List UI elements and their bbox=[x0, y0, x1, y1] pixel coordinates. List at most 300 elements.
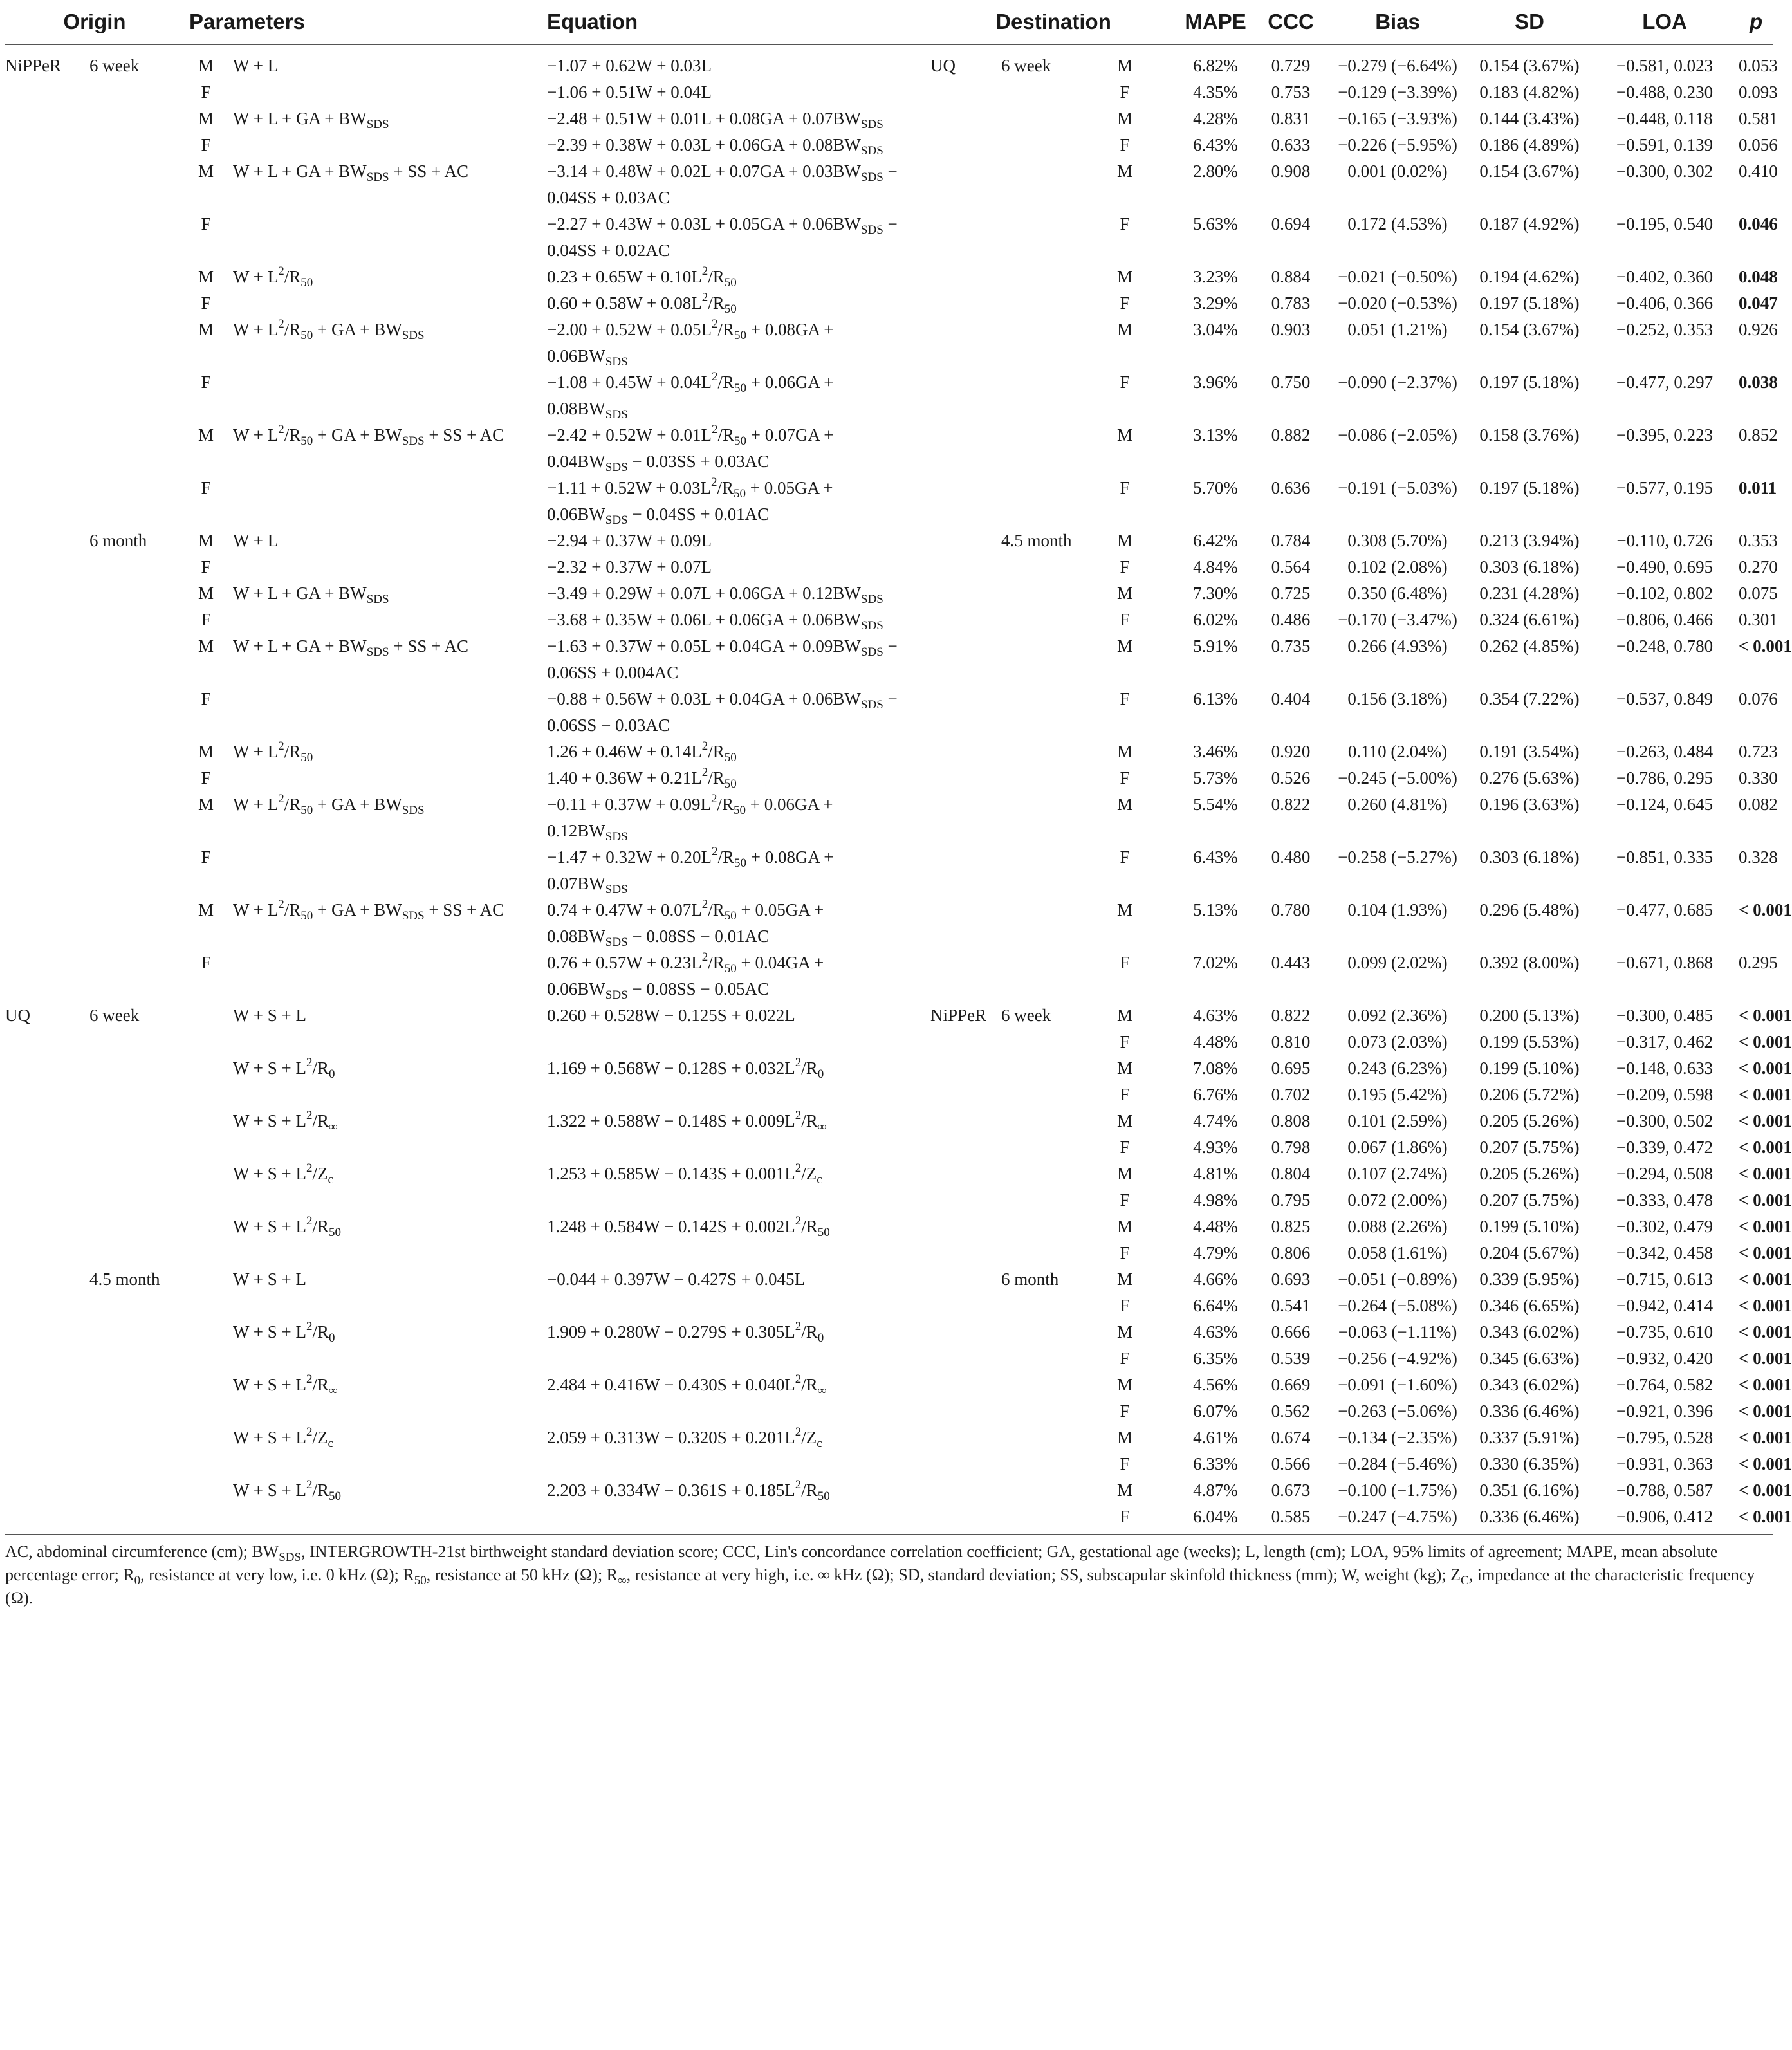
origin-age-cell bbox=[89, 607, 184, 633]
equation-cell bbox=[547, 1240, 930, 1266]
equation-cell: −0.044 + 0.397W − 0.427S + 0.045L bbox=[547, 1270, 805, 1289]
parameters-cell: $W + S + L^2/R_\infty$ bbox=[233, 1372, 338, 1398]
origin-age-cell: 6 week bbox=[89, 56, 140, 75]
origin-age-cell bbox=[89, 211, 184, 264]
loa-cell: −0.402, 0.360 bbox=[1616, 267, 1713, 286]
origin-cell bbox=[5, 1477, 89, 1504]
equation-cell: $-0.11 + 0.37W + 0.09L^2/R_{50} + 0.06GA + 0.12BW_{SDS}$ bbox=[547, 792, 833, 844]
parameters-cell: $W + S + L^2/R_{50}$ bbox=[233, 1478, 341, 1503]
bias-cell: 0.088 (2.26%) bbox=[1347, 1217, 1448, 1236]
parameters-cell: $W + L^2/R_{50}$ bbox=[233, 739, 313, 764]
table-row bbox=[5, 132, 1773, 158]
equation-cell: $-2.00 + 0.52W + 0.05L^2/R_{50} + 0.08GA + 0.06BW_{SDS}$ bbox=[547, 317, 834, 369]
bias-cell: 0.099 (2.02%) bbox=[1347, 953, 1448, 972]
destination-sex-cell: F bbox=[1120, 1349, 1130, 1368]
destination-age-cell bbox=[1001, 132, 1073, 158]
bias-cell: 0.073 (2.03%) bbox=[1347, 1032, 1448, 1051]
parameters-cell: $W + S + L^2/Z_c$ bbox=[233, 1161, 333, 1187]
sd-cell: 0.339 (5.95%) bbox=[1479, 1270, 1580, 1289]
origin-cell bbox=[5, 1372, 89, 1398]
table-row bbox=[5, 950, 1773, 1002]
p-value-cell: < 0.001 bbox=[1739, 1481, 1792, 1500]
destination-cell bbox=[930, 369, 1001, 422]
equation-header: Equation bbox=[547, 10, 638, 33]
origin-sex-cell bbox=[184, 1425, 228, 1451]
ccc-cell: 0.674 bbox=[1271, 1428, 1311, 1447]
loa-cell: −0.102, 0.802 bbox=[1616, 584, 1713, 603]
parameters-cell bbox=[228, 1134, 547, 1161]
origin-cell bbox=[5, 897, 89, 950]
origin-sex-cell: F bbox=[201, 82, 211, 102]
destination-age-cell bbox=[1001, 1451, 1073, 1477]
destination-age-cell bbox=[1001, 1082, 1073, 1108]
ccc-header: CCC bbox=[1268, 10, 1314, 33]
p-value-cell: < 0.001 bbox=[1739, 1349, 1792, 1368]
table-row bbox=[5, 844, 1773, 897]
loa-cell: −0.577, 0.195 bbox=[1616, 478, 1713, 497]
table-row bbox=[5, 158, 1773, 211]
p-value-cell: 0.038 bbox=[1739, 373, 1778, 392]
origin-age-cell bbox=[89, 1082, 184, 1108]
table-row bbox=[5, 211, 1773, 264]
origin-age-cell bbox=[89, 158, 184, 211]
destination-cell: UQ bbox=[930, 56, 956, 75]
p-value-cell: 0.581 bbox=[1739, 109, 1778, 128]
origin-sex-cell bbox=[184, 1161, 228, 1187]
mape-cell: 4.48% bbox=[1193, 1217, 1238, 1236]
mape-cell: 5.63% bbox=[1193, 214, 1238, 234]
equation-cell: $-3.14 + 0.48W + 0.02L + 0.07GA + 0.03BW_{SDS} - 0.04SS + 0.03AC$ bbox=[547, 162, 898, 207]
bias-cell: 0.266 (4.93%) bbox=[1347, 636, 1448, 656]
bias-cell: −0.129 (−3.39%) bbox=[1338, 82, 1457, 102]
destination-sex-cell: M bbox=[1117, 1322, 1133, 1342]
origin-age-cell: 6 week bbox=[89, 1006, 140, 1025]
origin-sex-cell bbox=[184, 1319, 228, 1345]
equation-cell bbox=[547, 1345, 930, 1372]
ccc-cell: 0.735 bbox=[1271, 636, 1311, 656]
origin-cell bbox=[5, 317, 89, 369]
table-row bbox=[5, 1055, 1773, 1082]
equation-cell: $-1.47 + 0.32W + 0.20L^2/R_{50} + 0.08GA + 0.07BW_{SDS}$ bbox=[547, 845, 834, 896]
mape-cell: 7.02% bbox=[1193, 953, 1238, 972]
origin-age-cell bbox=[89, 844, 184, 897]
table-row bbox=[5, 317, 1773, 369]
origin-cell bbox=[5, 765, 89, 791]
ccc-cell: 0.702 bbox=[1271, 1085, 1311, 1104]
mape-cell: 4.74% bbox=[1193, 1111, 1238, 1131]
bias-cell: 0.243 (6.23%) bbox=[1347, 1058, 1448, 1078]
sd-cell: 0.346 (6.65%) bbox=[1479, 1296, 1580, 1315]
loa-cell: −0.932, 0.420 bbox=[1616, 1349, 1713, 1368]
destination-age-cell: 4.5 month bbox=[1001, 531, 1072, 550]
sd-cell: 0.204 (5.67%) bbox=[1479, 1243, 1580, 1262]
p-value-cell: 0.723 bbox=[1739, 742, 1778, 761]
ccc-cell: 0.806 bbox=[1271, 1243, 1311, 1262]
origin-sex-cell bbox=[184, 1451, 228, 1477]
p-value-cell: 0.047 bbox=[1739, 293, 1778, 313]
mape-cell: 4.48% bbox=[1193, 1032, 1238, 1051]
sd-cell: 0.205 (5.26%) bbox=[1479, 1111, 1580, 1131]
mape-cell: 4.98% bbox=[1193, 1190, 1238, 1210]
sd-cell: 0.197 (5.18%) bbox=[1479, 478, 1580, 497]
bias-cell: −0.165 (−3.93%) bbox=[1338, 109, 1457, 128]
bias-cell: −0.247 (−4.75%) bbox=[1338, 1507, 1457, 1526]
destination-sex-cell: M bbox=[1117, 425, 1133, 445]
sd-header: SD bbox=[1515, 10, 1544, 33]
origin-sex-cell: F bbox=[201, 478, 211, 497]
destination-sex-cell: M bbox=[1117, 109, 1133, 128]
equation-cell: −1.07 + 0.62W + 0.03L bbox=[547, 56, 712, 75]
loa-cell: −0.263, 0.484 bbox=[1616, 742, 1713, 761]
equation-cell: $-1.08 + 0.45W + 0.04L^2/R_{50} + 0.06GA + 0.08BW_{SDS}$ bbox=[547, 370, 834, 421]
origin-age-cell bbox=[89, 1214, 184, 1240]
sd-cell: 0.158 (3.76%) bbox=[1479, 425, 1580, 445]
mape-cell: 4.81% bbox=[1193, 1164, 1238, 1183]
loa-cell: −0.148, 0.633 bbox=[1616, 1058, 1713, 1078]
p-value-cell: 0.270 bbox=[1739, 557, 1778, 577]
mape-cell: 4.56% bbox=[1193, 1375, 1238, 1394]
destination-age-cell bbox=[1001, 475, 1073, 528]
bias-cell: 0.101 (2.59%) bbox=[1347, 1111, 1448, 1131]
origin-sex-cell bbox=[184, 1345, 228, 1372]
destination-cell bbox=[930, 580, 1001, 607]
p-value-cell: 0.295 bbox=[1739, 953, 1778, 972]
equation-cell bbox=[547, 1398, 930, 1425]
mape-cell: 6.13% bbox=[1193, 689, 1238, 708]
equation-cell: $-0.88 + 0.56W + 0.03L + 0.04GA + 0.06BW_{SDS} - 0.06SS - 0.03AC$ bbox=[547, 689, 898, 735]
origin-age-cell bbox=[89, 1134, 184, 1161]
destination-age-cell bbox=[1001, 686, 1073, 739]
parameters-cell bbox=[228, 79, 547, 106]
origin-age-cell bbox=[89, 950, 184, 1002]
loa-cell: −0.786, 0.295 bbox=[1616, 768, 1713, 788]
equation-cell: $2.203 + 0.334W - 0.361S + 0.185L^2/R_{50}$ bbox=[547, 1478, 830, 1503]
origin-cell bbox=[5, 1161, 89, 1187]
bias-cell: 0.001 (0.02%) bbox=[1347, 162, 1448, 181]
origin-cell bbox=[5, 475, 89, 528]
ccc-cell: 0.725 bbox=[1271, 584, 1311, 603]
sd-cell: 0.144 (3.43%) bbox=[1479, 109, 1580, 128]
destination-age-cell bbox=[1001, 1319, 1073, 1345]
loa-cell: −0.671, 0.868 bbox=[1616, 953, 1713, 972]
table-row bbox=[5, 1319, 1773, 1345]
sd-cell: 0.187 (4.92%) bbox=[1479, 214, 1580, 234]
origin-age-cell bbox=[89, 554, 184, 580]
origin-sex-cell: M bbox=[198, 109, 214, 128]
origin-cell: UQ bbox=[5, 1006, 30, 1025]
bottom-rule bbox=[5, 1534, 1773, 1535]
origin-sex-cell bbox=[184, 1055, 228, 1082]
destination-sex-cell: F bbox=[1120, 1243, 1130, 1262]
table-row bbox=[5, 44, 1773, 79]
parameters-cell: $W + S + L^2/R_{50}$ bbox=[233, 1214, 341, 1239]
mape-cell: 7.30% bbox=[1193, 584, 1238, 603]
sd-cell: 0.392 (8.00%) bbox=[1479, 953, 1580, 972]
sd-cell: 0.276 (5.63%) bbox=[1479, 768, 1580, 788]
destination-age-cell bbox=[1001, 290, 1073, 317]
destination-sex-cell: M bbox=[1117, 267, 1133, 286]
bias-cell: −0.258 (−5.27%) bbox=[1338, 847, 1457, 867]
destination-age-cell bbox=[1001, 1161, 1073, 1187]
p-value-cell: < 0.001 bbox=[1739, 1032, 1792, 1051]
table-row bbox=[5, 1214, 1773, 1240]
equation-cell: $0.74 + 0.47W + 0.07L^2/R_{50} + 0.05GA + 0.08BW_{SDS} - 0.08SS - 0.01AC$ bbox=[547, 898, 824, 949]
mape-cell: 6.64% bbox=[1193, 1296, 1238, 1315]
table-row bbox=[5, 739, 1773, 765]
equation-cell: $1.40 + 0.36W + 0.21L^2/R_{50}$ bbox=[547, 766, 737, 791]
mape-cell: 2.80% bbox=[1193, 162, 1238, 181]
parameters-cell bbox=[228, 211, 547, 264]
loa-cell: −0.764, 0.582 bbox=[1616, 1375, 1713, 1394]
ccc-cell: 0.693 bbox=[1271, 1270, 1311, 1289]
sd-cell: 0.207 (5.75%) bbox=[1479, 1138, 1580, 1157]
parameters-cell: W + L + GA + $BW_{SDS}$ bbox=[233, 109, 389, 131]
origin-cell bbox=[5, 1082, 89, 1108]
loa-cell: −0.537, 0.849 bbox=[1616, 689, 1713, 708]
origin-sex-cell: F bbox=[201, 953, 211, 972]
destination-sex-cell: F bbox=[1120, 82, 1130, 102]
origin-sex-cell: M bbox=[198, 267, 214, 286]
parameters-cell bbox=[228, 554, 547, 580]
parameters-cell bbox=[228, 132, 547, 158]
destination-age-cell bbox=[1001, 1477, 1073, 1504]
parameters-cell bbox=[228, 290, 547, 317]
table-row bbox=[5, 475, 1773, 528]
origin-cell bbox=[5, 1451, 89, 1477]
ccc-cell: 0.486 bbox=[1271, 610, 1311, 629]
bias-cell: 0.110 (2.04%) bbox=[1347, 742, 1448, 761]
destination-cell bbox=[930, 1187, 1001, 1214]
destination-cell bbox=[930, 317, 1001, 369]
ccc-cell: 0.908 bbox=[1271, 162, 1311, 181]
sd-cell: 0.337 (5.91%) bbox=[1479, 1428, 1580, 1447]
p-value-cell: < 0.001 bbox=[1739, 1296, 1792, 1315]
destination-sex-cell: M bbox=[1117, 1006, 1133, 1025]
ccc-cell: 0.750 bbox=[1271, 373, 1311, 392]
p-value-cell: 0.410 bbox=[1739, 162, 1778, 181]
mape-cell: 5.91% bbox=[1193, 636, 1238, 656]
sd-cell: 0.183 (4.82%) bbox=[1479, 82, 1580, 102]
destination-age-cell: 6 week bbox=[1001, 1006, 1051, 1025]
bias-cell: 0.172 (4.53%) bbox=[1347, 214, 1448, 234]
table-row bbox=[5, 1293, 1773, 1319]
bias-cell: 0.058 (1.61%) bbox=[1347, 1243, 1448, 1262]
destination-age-cell bbox=[1001, 1425, 1073, 1451]
sd-cell: 0.231 (4.28%) bbox=[1479, 584, 1580, 603]
mape-cell: 3.96% bbox=[1193, 373, 1238, 392]
bias-cell: −0.256 (−4.92%) bbox=[1338, 1349, 1457, 1368]
destination-age-cell bbox=[1001, 554, 1073, 580]
origin-age-cell bbox=[89, 1319, 184, 1345]
parameters-cell: $W + S + L^2/R_0$ bbox=[233, 1056, 335, 1081]
mape-cell: 3.23% bbox=[1193, 267, 1238, 286]
parameters-cell bbox=[228, 475, 547, 528]
p-value-cell: 0.075 bbox=[1739, 584, 1778, 603]
origin-sex-cell bbox=[184, 1002, 228, 1029]
parameters-cell: $W + S + L^2/R_\infty$ bbox=[233, 1109, 338, 1134]
parameters-cell bbox=[228, 1240, 547, 1266]
destination-age-cell: 6 week bbox=[1001, 56, 1051, 75]
destination-cell bbox=[930, 765, 1001, 791]
ccc-cell: 0.798 bbox=[1271, 1138, 1311, 1157]
parameters-cell bbox=[228, 369, 547, 422]
destination-cell bbox=[930, 686, 1001, 739]
destination-age-cell bbox=[1001, 106, 1073, 132]
table-row bbox=[5, 1451, 1773, 1477]
bias-cell: −0.021 (−0.50%) bbox=[1338, 267, 1457, 286]
equation-cell: $0.76 + 0.57W + 0.23L^2/R_{50} + 0.04GA + 0.06BW_{SDS} - 0.08SS - 0.05AC$ bbox=[547, 950, 824, 1002]
destination-age-cell bbox=[1001, 1214, 1073, 1240]
ccc-cell: 0.780 bbox=[1271, 900, 1311, 919]
bias-cell: −0.100 (−1.75%) bbox=[1338, 1481, 1457, 1500]
mape-cell: 6.82% bbox=[1193, 56, 1238, 75]
destination-cell bbox=[930, 791, 1001, 844]
origin-cell bbox=[5, 1240, 89, 1266]
origin-cell bbox=[5, 1266, 89, 1293]
origin-cell bbox=[5, 1504, 89, 1530]
sd-cell: 0.336 (6.46%) bbox=[1479, 1401, 1580, 1421]
destination-sex-cell: F bbox=[1120, 953, 1130, 972]
equation-cell: $2.484 + 0.416W - 0.430S + 0.040L^2/R_\infty$ bbox=[547, 1372, 827, 1398]
table-footnote: AC, abdominal circumference (cm); $BW_{SDS}$, INTERGROWTH-21st birthweight standard deviation score; CCC, Lin's concordance correlation coefficient; GA, gestational age (weeks); L, length (cm); LOA, 95% limits of agreement; MAPE, mean absolute percentage error; $R_0$, resistance at very low, i.e. 0 kHz (Ω); $R_{50}$, resistance at 50 kHz (Ω); $R_\infty$, resistance at very high, i.e. ∞ kHz (Ω); SD, standard deviation; SS, subscapular skinfold thickness (mm); W, weight (kg); $Z_C$, impedance at the characteristic frequency (Ω). bbox=[5, 1542, 1755, 1607]
sd-cell: 0.324 (6.61%) bbox=[1479, 610, 1580, 629]
origin-cell bbox=[5, 369, 89, 422]
ccc-cell: 0.636 bbox=[1271, 478, 1311, 497]
origin-sex-cell bbox=[184, 1504, 228, 1530]
destination-age-cell bbox=[1001, 739, 1073, 765]
origin-cell bbox=[5, 132, 89, 158]
loa-cell: −0.490, 0.695 bbox=[1616, 557, 1713, 577]
bias-cell: 0.260 (4.81%) bbox=[1347, 795, 1448, 814]
ccc-cell: 0.669 bbox=[1271, 1375, 1311, 1394]
table-row bbox=[5, 1187, 1773, 1214]
bias-cell: 0.195 (5.42%) bbox=[1347, 1085, 1448, 1104]
mape-cell: 6.04% bbox=[1193, 1507, 1238, 1526]
origin-sex-cell bbox=[184, 1266, 228, 1293]
bias-cell: 0.092 (2.36%) bbox=[1347, 1006, 1448, 1025]
p-value-cell: 0.076 bbox=[1739, 689, 1778, 708]
destination-cell bbox=[930, 1372, 1001, 1398]
origin-age-cell bbox=[89, 264, 184, 290]
equation-cell: $-2.27 + 0.43W + 0.03L + 0.05GA + 0.06BW_{SDS} - 0.04SS + 0.02AC$ bbox=[547, 214, 898, 260]
loa-cell: −0.317, 0.462 bbox=[1616, 1032, 1713, 1051]
ccc-cell: 0.920 bbox=[1271, 742, 1311, 761]
parameters-cell: $W + S + L^2/Z_c$ bbox=[233, 1425, 333, 1450]
destination-cell bbox=[930, 1425, 1001, 1451]
destination-sex-cell: F bbox=[1120, 478, 1130, 497]
origin-cell bbox=[5, 106, 89, 132]
p-value-cell: < 0.001 bbox=[1739, 1507, 1792, 1526]
table-row bbox=[5, 554, 1773, 580]
origin-age-cell bbox=[89, 580, 184, 607]
loa-cell: −0.248, 0.780 bbox=[1616, 636, 1713, 656]
sd-cell: 0.154 (3.67%) bbox=[1479, 320, 1580, 339]
destination-cell bbox=[930, 607, 1001, 633]
destination-age-cell bbox=[1001, 1108, 1073, 1134]
p-value-cell: < 0.001 bbox=[1739, 1138, 1792, 1157]
mape-cell: 5.70% bbox=[1193, 478, 1238, 497]
equation-cell: $-2.48 + 0.51W + 0.01L + 0.08GA + 0.07BW_{SDS}$ bbox=[547, 109, 883, 131]
origin-age-cell bbox=[89, 1293, 184, 1319]
equation-cell: $-1.63 + 0.37W + 0.05L + 0.04GA + 0.09BW_{SDS} - 0.06SS + 0.004AC$ bbox=[547, 636, 898, 682]
sd-cell: 0.354 (7.22%) bbox=[1479, 689, 1580, 708]
origin-sex-cell: M bbox=[198, 162, 214, 181]
parameters-header: Parameters bbox=[189, 10, 305, 33]
table-row bbox=[5, 369, 1773, 422]
destination-sex-cell: F bbox=[1120, 293, 1130, 313]
origin-age-cell bbox=[89, 1477, 184, 1504]
destination-age-cell bbox=[1001, 844, 1073, 897]
origin-cell bbox=[5, 1398, 89, 1425]
p-value-cell: 0.852 bbox=[1739, 425, 1778, 445]
destination-cell bbox=[930, 1240, 1001, 1266]
p-value-cell: < 0.001 bbox=[1739, 1085, 1792, 1104]
destination-age-cell bbox=[1001, 765, 1073, 791]
ccc-cell: 0.808 bbox=[1271, 1111, 1311, 1131]
destination-sex-cell: M bbox=[1117, 1481, 1133, 1500]
table-row bbox=[5, 422, 1773, 475]
destination-age-cell bbox=[1001, 1345, 1073, 1372]
loa-cell: −0.931, 0.363 bbox=[1616, 1454, 1713, 1473]
equation-cell bbox=[547, 1187, 930, 1214]
loa-cell: −0.788, 0.587 bbox=[1616, 1481, 1713, 1500]
loa-cell: −0.195, 0.540 bbox=[1616, 214, 1713, 234]
destination-sex-cell: M bbox=[1117, 56, 1133, 75]
destination-cell bbox=[930, 739, 1001, 765]
origin-cell bbox=[5, 1293, 89, 1319]
ccc-cell: 0.825 bbox=[1271, 1217, 1311, 1236]
destination-age-cell bbox=[1001, 79, 1073, 106]
destination-cell bbox=[930, 475, 1001, 528]
mape-cell: 6.43% bbox=[1193, 135, 1238, 154]
destination-age-cell bbox=[1001, 1029, 1073, 1055]
origin-sex-cell bbox=[184, 1293, 228, 1319]
parameters-cell bbox=[228, 1082, 547, 1108]
origin-sex-cell bbox=[184, 1240, 228, 1266]
sd-cell: 0.213 (3.94%) bbox=[1479, 531, 1580, 550]
origin-sex-cell: M bbox=[198, 584, 214, 603]
p-value-cell: < 0.001 bbox=[1739, 1217, 1792, 1236]
destination-age-cell bbox=[1001, 950, 1073, 1002]
mape-cell: 6.02% bbox=[1193, 610, 1238, 629]
equation-cell: $0.23 + 0.65W + 0.10L^2/R_{50}$ bbox=[547, 264, 737, 290]
loa-cell: −0.209, 0.598 bbox=[1616, 1085, 1713, 1104]
parameters-cell: $W + L^2/R_{50}$ + GA + $BW_{SDS}$ bbox=[233, 792, 425, 817]
destination-sex-cell: F bbox=[1120, 1296, 1130, 1315]
equation-cell: $1.322 + 0.588W - 0.148S + 0.009L^2/R_\infty$ bbox=[547, 1109, 827, 1134]
sd-cell: 0.154 (3.67%) bbox=[1479, 162, 1580, 181]
loa-cell: −0.906, 0.412 bbox=[1616, 1507, 1713, 1526]
table-row bbox=[5, 264, 1773, 290]
origin-cell bbox=[5, 290, 89, 317]
destination-age-cell bbox=[1001, 1293, 1073, 1319]
table-row bbox=[5, 1002, 1773, 1029]
mape-cell: 4.28% bbox=[1193, 109, 1238, 128]
origin-cell bbox=[5, 1319, 89, 1345]
origin-cell bbox=[5, 1108, 89, 1134]
sd-cell: 0.194 (4.62%) bbox=[1479, 267, 1580, 286]
loa-cell: −0.795, 0.528 bbox=[1616, 1428, 1713, 1447]
origin-age-cell bbox=[89, 369, 184, 422]
destination-cell: NiPPeR bbox=[930, 1006, 987, 1025]
mape-cell: 6.07% bbox=[1193, 1401, 1238, 1421]
origin-sex-cell bbox=[184, 1029, 228, 1055]
origin-sex-cell: F bbox=[201, 847, 211, 867]
destination-header: Destination bbox=[995, 10, 1111, 33]
ccc-cell: 0.822 bbox=[1271, 1006, 1311, 1025]
parameters-cell bbox=[228, 1029, 547, 1055]
origin-cell bbox=[5, 79, 89, 106]
